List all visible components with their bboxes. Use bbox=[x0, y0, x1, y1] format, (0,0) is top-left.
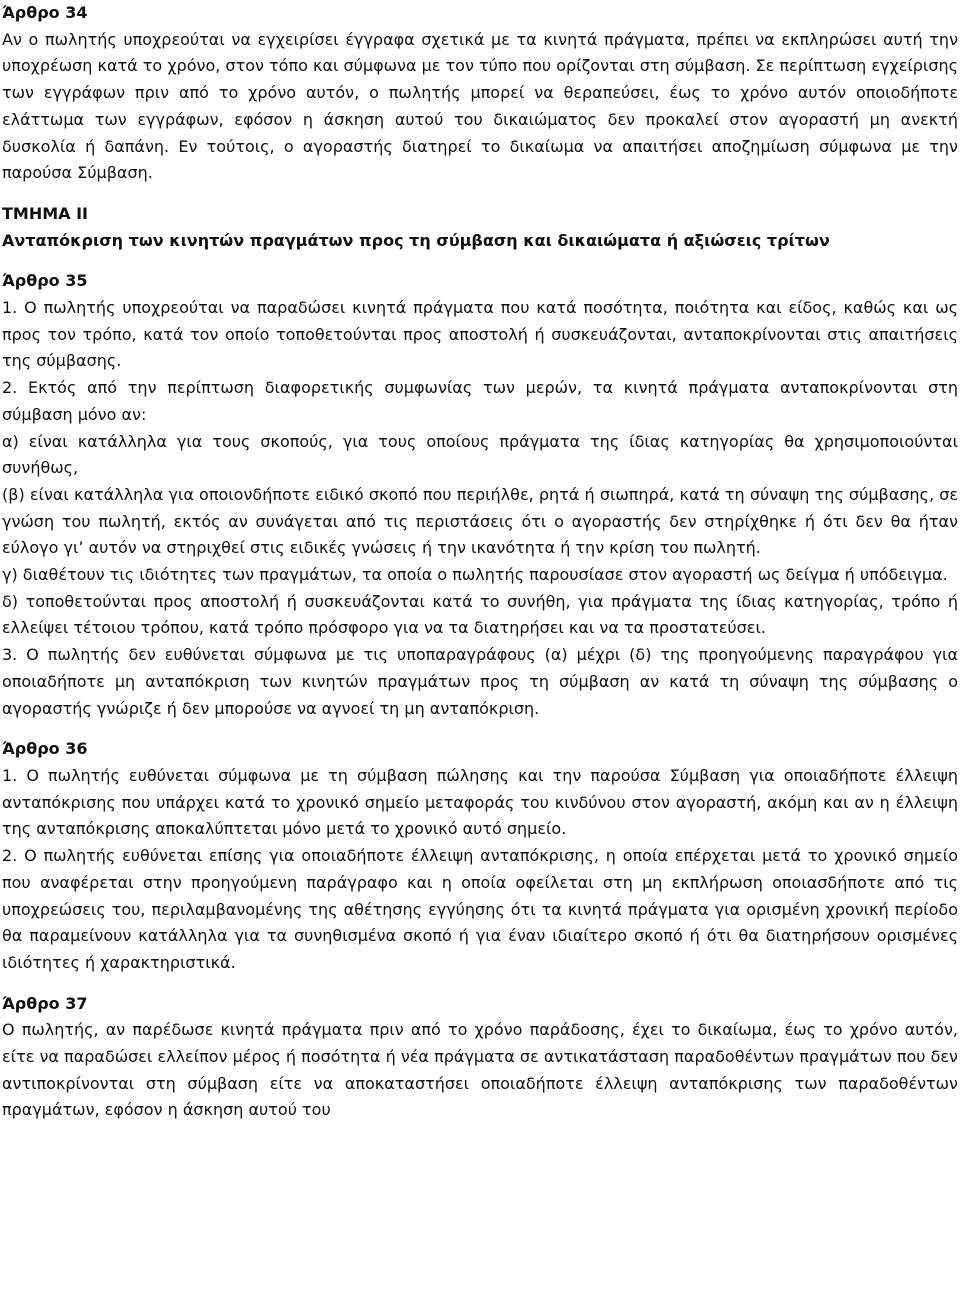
spacer bbox=[2, 254, 958, 268]
article-35-paragraph: 2. Εκτός από την περίπτωση διαφορετικής συμφωνίας των μερών, τα κινητά πράγματα ανταποκρίνονται στη σύμβαση μόνο αν: bbox=[2, 378, 958, 424]
article-35-paragraph: 1. Ο πωλητής υποχρεούται να παραδώσει κινητά πράγματα που κατά ποσότητα, ποιότητα και είδος, καθώς και ως προς τον τρόπο, κατά τον οποίο τοποθετούνται προς αποστολή ή συσκευάζονται, ανταποκρίνονται στις απαιτήσεις της σύμβασης. bbox=[2, 298, 958, 371]
spacer bbox=[2, 187, 958, 201]
article-36-paragraph: 1. Ο πωλητής ευθύνεται σύμφωνα με τη σύμβαση πώλησης και την παρούσα Σύμβαση για οποιαδήποτε έλλειψη ανταπόκρισης που υπάρχει κατά το χρονικό σημείο μεταφοράς του κινδύνου στον αγοραστή, ακόμη και αν η έλλειψη της ανταπόκρισης αποκαλύπτεται μόνο μετά το χρονικό αυτό σημείο. bbox=[2, 765, 958, 839]
article-36-paragraph: 2. Ο πωλητής ευθύνεται επίσης για οποιαδήποτε έλλειψη ανταπόκρισης, η οποία επέρχεται μετά το χρονικό σημείο που αναφέρεται στην προηγούμενη παράγραφο και η οποία οφείλεται στη μη εκπλήρωση οποιασδήποτε από τις υποχρεώσεις του, περιλαμβανομένης της αθέτησης εγγύησης ότι τα κινητά πράγματα για ορισμένη χρονική περίοδο θα παραμείνουν κατάλληλα για τα συνηθισμένα σκοπό ή για έναν ιδιαίτερο σκοπό ή ότι θα διατηρήσουν ορισμένες ιδιότητες ή χαρακτηριστικά. bbox=[2, 846, 958, 972]
article-34-text: Αν ο πωλητής υποχρεούται να εγχειρίσει έγγραφα σχετικά με τα κινητά πράγματα, πρέπει να εκπληρώσει αυτή την υποχρέωση κατά το χρόνο, στον τόπο και σύμφωνα με τον τύπο που ορίζονται στη σύμβαση. Σε περίπτωση εγχείρισης των εγγράφων πριν από το χρόνο αυτόν, ο πωλητής μπορεί να θεραπεύσει, έως το χρόνο αυτόν οποιοδήποτε ελάττωμα των εγγράφων, εφόσον η άσκηση αυτού του δικαιώματος δεν προκαλεί στον αγοραστή μη ανεκτή δυσκολία ή δαπάνη. Εν τούτοις, ο αγοραστής διατηρεί το δικαίωμα να απαιτήσει αποζημίωση σύμφωνα με την παρούσα Σύμβαση. bbox=[2, 29, 958, 183]
section-label: ΤΜΗΜΑ ΙΙ bbox=[2, 203, 89, 223]
article-35-paragraph: α) είναι κατάλληλα για τους σκοπούς, για τους οποίους πράγματα της ίδιας κατηγορίας θα χρησιμοποιούνται συνήθως, bbox=[2, 431, 958, 478]
article-35-paragraph: 3. Ο πωλητής δεν ευθύνεται σύμφωνα με τις υποπαραγράφους (α) μέχρι (δ) της προηγούμενης παραγράφου για οποιαδήποτε μη ανταπόκριση των κινητών πραγμάτων προς τη σύμβαση αν κατά τη σύναψη της σύμβασης ο αγοραστής γνώριζε ή δεν μπορούσε να αγνοεί τη μη ανταπόκριση. bbox=[2, 645, 958, 718]
spacer bbox=[2, 977, 958, 991]
section-title: Ανταπόκριση των κινητών πραγμάτων προς τη σύμβαση και δικαιώματα ή αξιώσεις τρίτων bbox=[2, 230, 830, 250]
article-37-text: Ο πωλητής, αν παρέδωσε κινητά πράγματα πριν από το χρόνο παράδοσης, έχει το δικαίωμα, έως το χρόνο αυτόν, είτε να παραδώσει ελλείπον μέρος ή ποσότητα ή νέα πράγματα σε αντικατάσταση παραδοθέντων πραγμάτων που δεν αντιποκρίνονται στη σύμβαση είτε να αποκαταστήσει οποιαδήποτε έλλειψη ανταπόκρισης των παραδοθέντων πραγμάτων, εφόσον η άσκηση αυτού του bbox=[2, 1020, 958, 1120]
article-35-paragraph: γ) διαθέτουν τις ιδιότητες των πραγμάτων, τα οποία ο πωλητής παρουσίασε στον αγοραστή ως δείγμα ή υπόδειγμα. bbox=[2, 565, 948, 585]
spacer bbox=[2, 722, 958, 736]
article-37-title: Άρθρο 37 bbox=[2, 993, 88, 1013]
article-35-paragraph: (β) είναι κατάλληλα για οποιονδήποτε ειδικό σκοπό που περιήλθε, ρητά ή σιωπηρά, κατά τη σύναψη της σύμβασης, σε γνώση του πωλητή, εκτός αν συνάγεται από τις περιστάσεις ότι ο αγοραστής δεν στηρίχθηκε ή ότι δεν θα ήταν εύλογο γι’ αυτόν να στηριχθεί στις ειδικές γνώσεις ή την ικανότητα ή την κρίση του πωλητή. bbox=[2, 484, 958, 558]
article-35-title: Άρθρο 35 bbox=[2, 271, 88, 291]
article-35-paragraph: δ) τοποθετούνται προς αποστολή ή συσκευάζονται κατά το συνήθη, για πράγματα της ίδιας κατηγορίας, τρόπο ή ελλείψει τέτοιου τρόπου, κατά τρόπο πρόσφορο για να τα διατηρήσει και να τα προστατεύσει. bbox=[2, 591, 958, 638]
article-36-title: Άρθρο 36 bbox=[2, 739, 88, 759]
article-34-title: Άρθρο 34 bbox=[2, 3, 88, 22]
